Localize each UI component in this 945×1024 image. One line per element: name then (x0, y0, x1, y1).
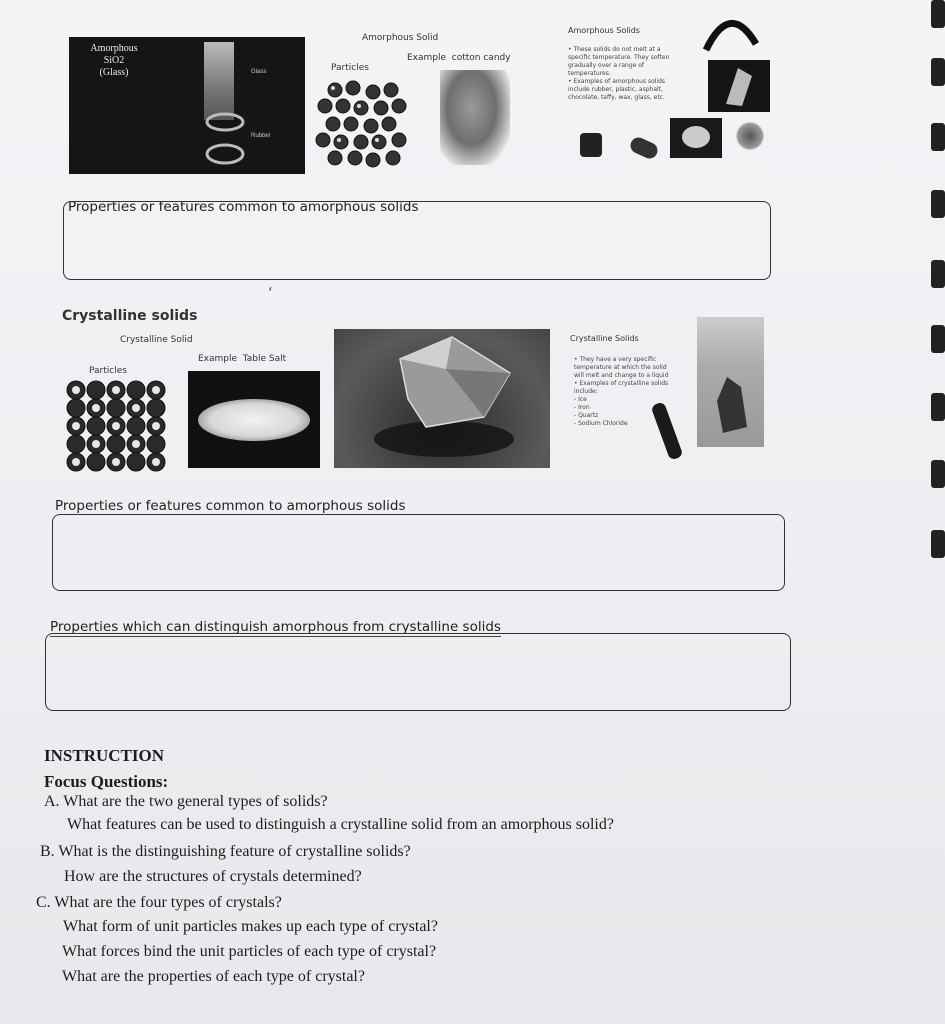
amorphous-info-list (568, 46, 708, 102)
info-line: - Iron (574, 404, 590, 411)
q3-label: Properties which can distinguish amorphous from crystalline solids (50, 619, 501, 635)
info-line: • Examples of crystalline solids (574, 380, 669, 387)
tire-icon (580, 133, 602, 157)
glass-sample-image (204, 42, 234, 120)
focus-question: What features can be used to distinguish a crystalline solid from an amorphous solid? (67, 816, 614, 833)
crystalline-diagram-title: Crystalline Solid (120, 335, 193, 345)
info-line: - Quartz (574, 412, 599, 419)
crystalline-info-list (574, 356, 694, 428)
focus-question: What are the properties of each type of crystal? (62, 968, 365, 985)
crystal-photo (334, 329, 550, 468)
info-line: - Ice (574, 396, 587, 403)
rubber-label: Rubber (251, 133, 271, 139)
q3-answer-box[interactable] (45, 633, 791, 711)
instruction-heading: INSTRUCTION (44, 746, 164, 765)
q1-label: Properties or features common to amorphous solids (68, 199, 419, 215)
cotton-candy-image (440, 70, 510, 165)
glass-label: Glass (251, 69, 267, 75)
info-line: • Examples of amorphous solids (568, 78, 666, 85)
crystalline-heading: Crystalline solids (62, 308, 198, 324)
table-salt-image (188, 371, 320, 468)
info-line: - Sodium Chloride (574, 420, 628, 427)
q2-answer-box[interactable] (52, 514, 785, 591)
focus-question: C. What are the four types of crystals? (36, 894, 282, 911)
focus-question: B. What is the distinguishing feature of crystalline solids? (40, 843, 411, 860)
amorphous-particle-diagram (315, 80, 410, 170)
focus-questions-heading: Focus Questions: (44, 772, 169, 791)
focus-question: A. What are the two general types of solids? (44, 793, 328, 810)
wax-image (670, 118, 722, 158)
info-line: will melt and change to a liquid (574, 372, 669, 379)
info-line: specific temperature. They soften (568, 54, 670, 61)
rubber-sample-image (204, 112, 246, 167)
stray-mark: ʻ (268, 284, 273, 302)
q1-answer-box[interactable] (63, 201, 771, 280)
crystalline-info-title: Crystalline Solids (570, 334, 639, 343)
q2-label: Properties or features common to amorphous solids (55, 498, 406, 514)
panel-title: Amorphous SiO2 (Glass) (90, 43, 138, 78)
focus-question: How are the structures of crystals determined? (64, 868, 362, 885)
crystalline-particle-diagram (66, 380, 176, 472)
amorphous-glass-panel (69, 37, 305, 174)
pen-icon (628, 135, 660, 161)
amorphous-example-label: Example cotton candy (407, 53, 511, 63)
info-line: • They have a very specific (574, 356, 657, 363)
crystalline-example-label: Example Table Salt (198, 354, 287, 364)
plastic-image (708, 60, 770, 112)
amorphous-particles-label: Particles (331, 63, 369, 73)
focus-question: What form of unit particles makes up each type of crystal? (63, 918, 438, 935)
info-line: gradually over a range of (568, 62, 645, 69)
amorphous-diagram-title: Amorphous Solid (362, 33, 439, 43)
focus-question: What forces bind the unit particles of each type of crystal? (62, 943, 437, 960)
crystalline-particles-label: Particles (89, 366, 127, 376)
amorphous-info-title: Amorphous Solids (568, 26, 640, 35)
info-line: include: (574, 388, 598, 395)
quartz-image (697, 317, 764, 447)
info-line: include rubber, plastic, asphalt, (568, 86, 663, 93)
info-line: • These solids do not melt at a (568, 46, 661, 53)
info-line: chocolate, taffy, wax, glass, etc. (568, 94, 665, 101)
info-line: temperatures. (568, 70, 611, 77)
info-line: temperature at which the solid (574, 364, 667, 371)
glass-blob-image (735, 122, 765, 150)
arch-icon (700, 8, 762, 52)
